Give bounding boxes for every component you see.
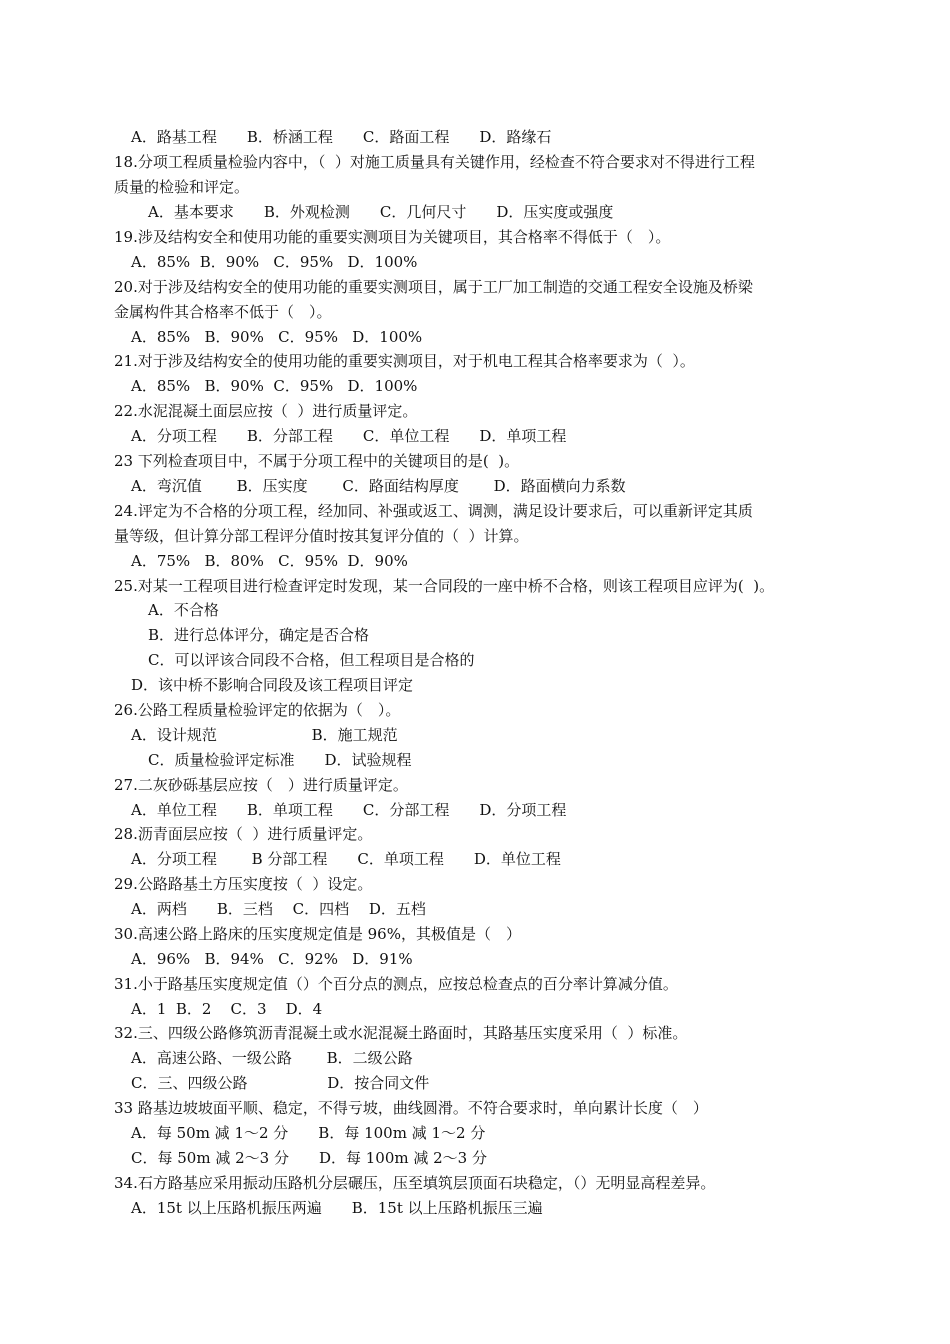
question-text-continued: 质量的检验和评定。 xyxy=(114,178,250,196)
option-line: A．基本要求 B．外观检测 C．几何尺寸 D．压实度或强度 xyxy=(148,203,614,221)
question-33: 33 路基边坡坡面平顺、稳定，不得亏坡，曲线圆滑。不符合要求时，单向累计长度（ ） xyxy=(114,1099,708,1117)
question-21: 21.对于涉及结构安全的使用功能的重要实测项目，对于机电工程其合格率要求为（ ）。 xyxy=(114,352,695,370)
option-line: D．该中桥不影响合同段及该工程项目评定 xyxy=(131,676,414,694)
option-line: B．进行总体评分，确定是否合格 xyxy=(148,626,370,644)
option-line: A．分项工程 B 分部工程 C．单项工程 D．单位工程 xyxy=(131,850,561,868)
question-34: 34.石方路基应采用振动压路机分层碾压，压至填筑层顶面石块稳定，（）无明显高程差异。 xyxy=(114,1174,716,1192)
option-line: C．每 50m 减 2～3 分 D．每 100m 减 2～3 分 xyxy=(131,1149,487,1167)
option-line: A．高速公路、一级公路 B．二级公路 xyxy=(131,1049,413,1067)
option-line: A．85% B．90% C．95% D．100% xyxy=(131,253,418,271)
option-line: A．每 50m 减 1～2 分 B．每 100m 减 1～2 分 xyxy=(131,1124,486,1142)
question-text-continued: 量等级，但计算分部工程评分值时按其复评分值的（ ）计算。 xyxy=(114,527,529,545)
option-line: C．可以评该合同段不合格，但工程项目是合格的 xyxy=(148,651,475,669)
question-27: 27.二灰砂砾基层应按（ ）进行质量评定。 xyxy=(114,776,408,794)
question-18: 18.分项工程质量检验内容中，（ ）对施工质量具有关键作用，经检查不符合要求对不得进行工程 xyxy=(114,153,755,171)
question-19: 19.涉及结构安全和使用功能的重要实测项目为关键项目，其合格率不得低于（ ）。 xyxy=(114,228,671,246)
option-line: A．设计规范 B．施工规范 xyxy=(131,726,398,744)
option-line: C．质量检验评定标准 D．试验规程 xyxy=(148,751,412,769)
question-32: 32.三、四级公路修筑沥青混凝土或水泥混凝土路面时，其路基压实度采用（ ）标准。 xyxy=(114,1024,688,1042)
question-22: 22.水泥混凝土面层应按（ ）进行质量评定。 xyxy=(114,402,418,420)
option-line: A．分项工程 B．分部工程 C．单位工程 D．单项工程 xyxy=(131,427,567,445)
question-28: 28.沥青面层应按（ ）进行质量评定。 xyxy=(114,825,373,843)
question-23: 23 下列检查项目中，不属于分项工程中的关键项目的是( )。 xyxy=(114,452,520,470)
option-line: A．75% B．80% C．95% D．90% xyxy=(131,552,408,570)
question-30: 30.高速公路上路床的压实度规定值是 96%，其极值是（ ） xyxy=(114,925,521,943)
question-text-continued: 金属构件其合格率不低于（ ）。 xyxy=(114,303,332,321)
question-29: 29.公路路基土方压实度按（ ）设定。 xyxy=(114,875,373,893)
option-line: A．不合格 xyxy=(148,601,219,619)
question-31: 31.小于路基压实度规定值（）个百分点的测点，应按总检查点的百分率计算减分值。 xyxy=(114,975,678,993)
option-line: A．两档 B．三档 C．四档 D．五档 xyxy=(131,900,426,918)
option-line: A．85% B．90% C．95% D．100% xyxy=(131,377,418,395)
option-line: A．96% B．94% C．92% D．91% xyxy=(131,950,413,968)
question-26: 26.公路工程质量检验评定的依据为（ ）。 xyxy=(114,701,401,719)
question-25: 25.对某一工程项目进行检查评定时发现，某一合同段的一座中桥不合格，则该工程项目应评为( )。 xyxy=(114,577,775,595)
option-line: C．三、四级公路 D．按合同文件 xyxy=(131,1074,430,1092)
question-20: 20.对于涉及结构安全的使用功能的重要实测项目，属于工厂加工制造的交通工程安全设施及桥梁 xyxy=(114,278,753,296)
option-line: A．15t 以上压路机振压两遍 B．15t 以上压路机振压三遍 xyxy=(131,1199,543,1217)
option-line: A．弯沉值 B．压实度 C．路面结构厚度 D．路面横向力系数 xyxy=(131,477,626,495)
option-line: A．85% B．90% C．95% D．100% xyxy=(131,328,423,346)
option-line: A．单位工程 B．单项工程 C．分部工程 D．分项工程 xyxy=(131,801,567,819)
option-line: A．路基工程 B．桥涵工程 C．路面工程 D．路缘石 xyxy=(131,128,552,146)
question-24: 24.评定为不合格的分项工程，经加同、补强或返工、调测，满足设计要求后，可以重新评定其质 xyxy=(114,502,753,520)
option-line: A．1 B．2 C．3 D．4 xyxy=(131,1000,323,1018)
